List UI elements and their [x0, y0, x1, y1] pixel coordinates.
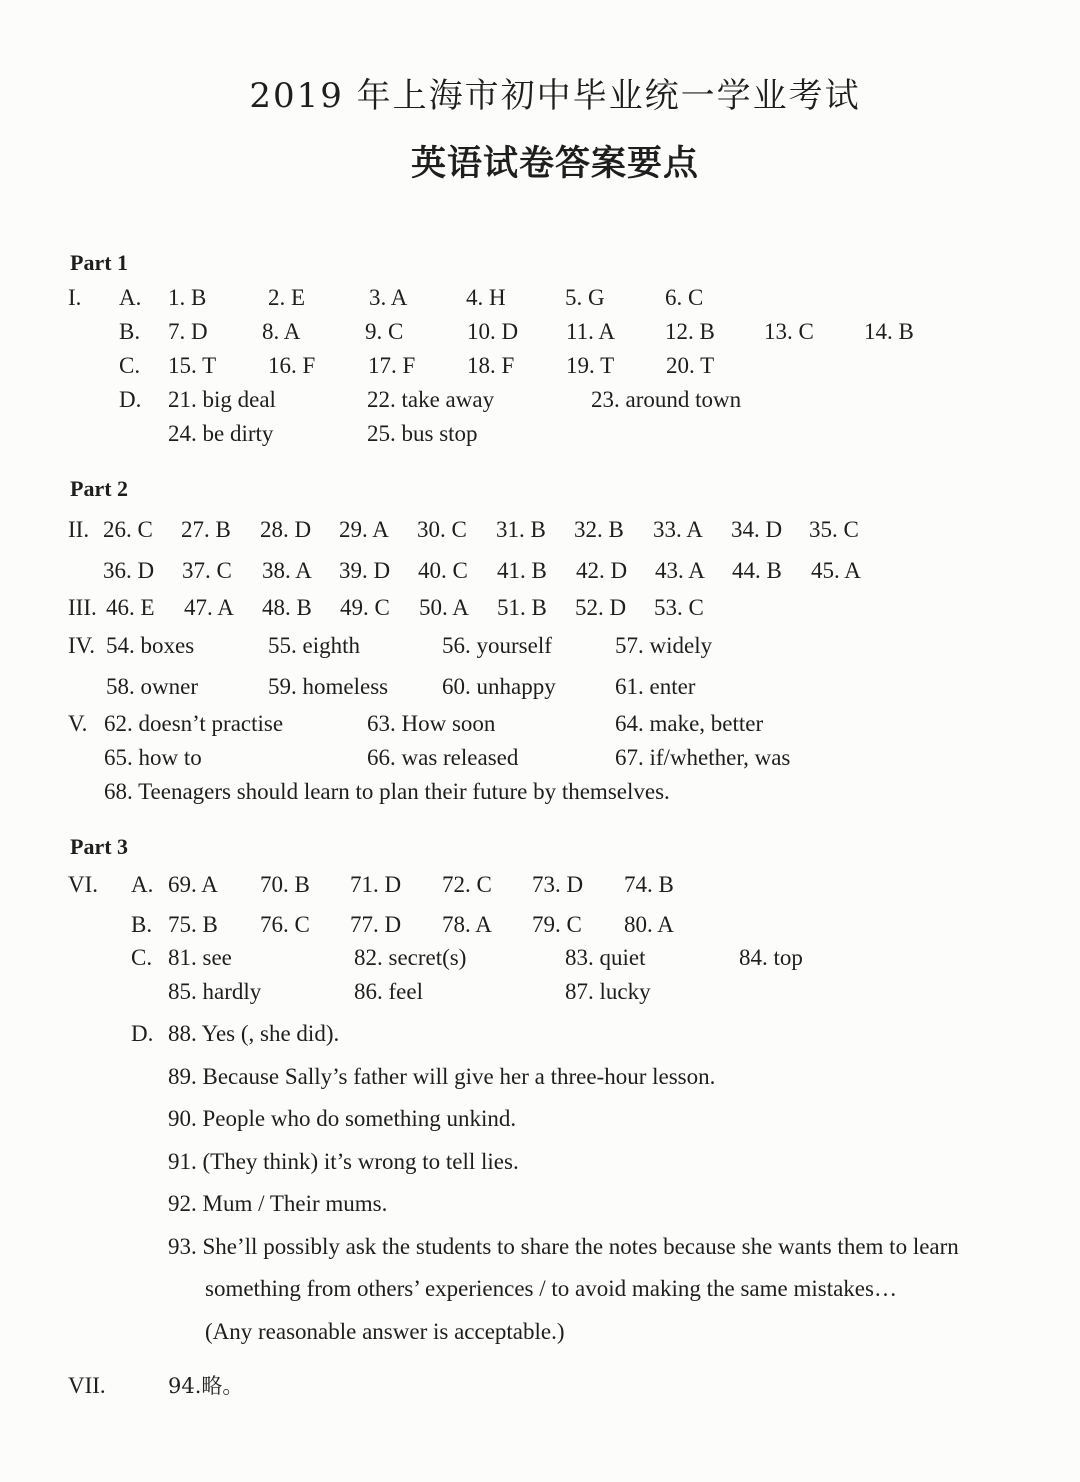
answer-item: 93. She’ll possibly ask the students to share the notes because she wants them to learn: [168, 1234, 959, 1259]
part1-heading: Part 1: [70, 250, 129, 275]
answer-item: 18. F: [467, 353, 515, 378]
answer-item: 15. T: [168, 353, 217, 378]
answer-item: 12. B: [665, 319, 715, 344]
answer-item: 10. D: [467, 319, 519, 344]
answer-item: 46. E: [106, 595, 155, 620]
answer-item: 89. Because Sally’s father will give her a three-hour lesson.: [168, 1064, 716, 1089]
answer-item: 88. Yes (, she did).: [168, 1021, 340, 1046]
answer-item: 38. A: [262, 558, 312, 583]
answer-item: 11. A: [566, 319, 615, 344]
answer-item: 76. C: [260, 912, 310, 937]
answer-item: 26. C: [103, 517, 153, 542]
answer-item: 22. take away: [367, 387, 495, 412]
answer-item: 44. B: [732, 558, 782, 583]
answer-item: 91. (They think) it’s wrong to tell lies.: [168, 1149, 519, 1174]
answer-item: 68. Teenagers should learn to plan their future by themselves.: [104, 779, 670, 804]
answer-item: 54. boxes: [106, 633, 195, 658]
answer-item: 24. be dirty: [168, 421, 274, 446]
answer-item: 70. B: [260, 872, 310, 897]
answer-item: 2. E: [268, 285, 306, 310]
answer-item: 66. was released: [367, 745, 519, 770]
answer-item: 23. around town: [591, 387, 742, 412]
answer-item: 9. C: [365, 319, 404, 344]
answer-item: 85. hardly: [168, 979, 262, 1004]
answer-item: 5. G: [565, 285, 605, 310]
answer-item: 60. unhappy: [442, 674, 556, 699]
answer-item: 52. D: [575, 595, 627, 620]
section-VII-label: VII.: [68, 1373, 106, 1398]
exam-title: 2019 年上海市初中毕业统一学业考试: [249, 76, 861, 116]
I-B-label: B.: [119, 319, 141, 344]
answer-item: 30. C: [417, 517, 467, 542]
answer-item: 35. C: [809, 517, 859, 542]
answer-item: 42. D: [576, 558, 628, 583]
answer-item: 56. yourself: [442, 633, 552, 658]
answer-item: 48. B: [262, 595, 312, 620]
answer-item: 58. owner: [106, 674, 198, 699]
answer-item: 34. D: [731, 517, 783, 542]
answer-item: 45. A: [811, 558, 861, 583]
answer-item: 36. D: [103, 558, 155, 583]
answer-item: 37. C: [182, 558, 232, 583]
answer-item: 62. doesn’t practise: [104, 711, 284, 736]
answer-item: 31. B: [496, 517, 546, 542]
answer-item: 73. D: [532, 872, 584, 897]
answer-item: 53. C: [654, 595, 704, 620]
answer-item: 1. B: [168, 285, 207, 310]
answer-item: 75. B: [168, 912, 218, 937]
answer-item: 55. eighth: [268, 633, 360, 658]
answer-item: 59. homeless: [268, 674, 389, 699]
answer-item: 64. make, better: [615, 711, 764, 736]
answer-item: 50. A: [419, 595, 469, 620]
VI-D-label: D.: [131, 1021, 154, 1046]
answer-item: 29. A: [339, 517, 389, 542]
answer-item: 13. C: [764, 319, 814, 344]
answer-item: 81. see: [168, 945, 232, 970]
answer-item: 83. quiet: [565, 945, 646, 970]
answer-item: 51. B: [497, 595, 547, 620]
answer-item: 74. B: [624, 872, 674, 897]
answer-item: 77. D: [350, 912, 402, 937]
answer-item: 61. enter: [615, 674, 696, 699]
answer-item: 14. B: [864, 319, 914, 344]
answer-item: 90. People who do something unkind.: [168, 1106, 517, 1131]
answer-item: 43. A: [655, 558, 705, 583]
part2-heading: Part 2: [70, 476, 129, 501]
answer-item: 65. how to: [104, 745, 202, 770]
answer-item: 47. A: [184, 595, 234, 620]
section-I-label: I.: [68, 285, 82, 310]
answer-item: 92. Mum / Their mums.: [168, 1191, 388, 1216]
answer-item: 57. widely: [615, 633, 713, 658]
I-C-label: C.: [119, 353, 141, 378]
answer-item: 33. A: [653, 517, 703, 542]
answer-item: 20. T: [666, 353, 715, 378]
section-IV-label: IV.: [68, 633, 96, 658]
answer-item: 41. B: [497, 558, 547, 583]
answer-item: 8. A: [262, 319, 301, 344]
answer-item: 19. T: [566, 353, 615, 378]
I-D-label: D.: [119, 387, 142, 412]
part3-heading: Part 3: [70, 834, 129, 859]
answer-item-note: (Any reasonable answer is acceptable.): [205, 1319, 565, 1344]
answer-item: 49. C: [340, 595, 390, 620]
answer-item-continuation: something from others’ experiences / to avoid making the same mistakes…: [205, 1276, 897, 1301]
answer-item: 72. C: [442, 872, 492, 897]
answer-item: 82. secret(s): [354, 945, 467, 970]
answer-item: 25. bus stop: [367, 421, 478, 446]
answer-item: 17. F: [368, 353, 416, 378]
answer-item: 21. big deal: [168, 387, 276, 412]
answer-item: 71. D: [350, 872, 402, 897]
answer-key-title: 英语试卷答案要点: [410, 144, 699, 184]
answer-item: 80. A: [624, 912, 674, 937]
answer-item: 79. C: [532, 912, 582, 937]
answer-item: 28. D: [260, 517, 312, 542]
answer-item: 87. lucky: [565, 979, 651, 1004]
answer-item: 78. A: [442, 912, 492, 937]
answer-item: 63. How soon: [367, 711, 496, 736]
answer-item: 39. D: [339, 558, 391, 583]
section-II-label: II.: [68, 517, 90, 542]
answer-item: 40. C: [418, 558, 468, 583]
answer-item: 3. A: [369, 285, 408, 310]
section-VI-label: VI.: [68, 872, 99, 897]
answer-item: 32. B: [574, 517, 624, 542]
answer-item: 4. H: [466, 285, 506, 310]
section-III-label: III.: [68, 595, 97, 620]
answer-item: 69. A: [168, 872, 218, 897]
VI-B-label: B.: [131, 912, 153, 937]
VI-A-label: A.: [131, 872, 154, 897]
answer-item: 94.略。: [168, 1374, 244, 1398]
VI-C-label: C.: [131, 945, 153, 970]
answer-item: 86. feel: [354, 979, 423, 1004]
answer-item: 7. D: [168, 319, 208, 344]
answer-item: 6. C: [665, 285, 704, 310]
answer-item: 84. top: [739, 945, 803, 970]
I-A-label: A.: [119, 285, 142, 310]
answer-item: 67. if/whether, was: [615, 745, 791, 770]
answer-item: 16. F: [268, 353, 316, 378]
section-V-label: V.: [68, 711, 88, 736]
answer-item: 27. B: [181, 517, 231, 542]
